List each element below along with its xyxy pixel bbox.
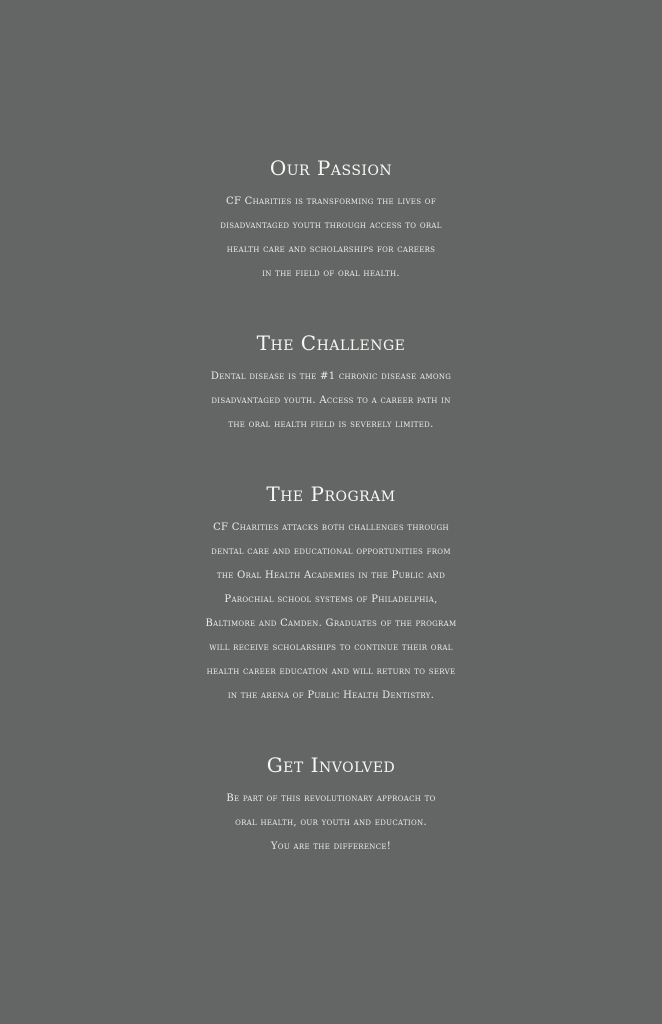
section-the-challenge [0, 331, 662, 437]
section-the-program [0, 482, 662, 708]
body-line: the Oral Health Academies in the Public and [216, 570, 446, 581]
section-our-passion [0, 156, 662, 286]
section-heading: Get Involved [266, 753, 396, 777]
body-line: dental care and educational opportunities from [211, 546, 451, 557]
body-line: in the field of oral health. [262, 268, 400, 279]
body-line: in the arena of Public Health Dentistry. [227, 690, 435, 701]
section-heading: The Program [266, 482, 396, 506]
body-line: disadvantaged youth. Access to a career path in [211, 395, 451, 406]
section-body [0, 516, 662, 708]
body-line: CF Charities is transforming the lives of [226, 196, 436, 207]
body-line: You are the difference! [270, 841, 392, 852]
section-get-involved [0, 753, 662, 859]
body-line: disadvantaged youth through access to oral [220, 220, 442, 231]
body-line: will receive scholarships to continue their oral [209, 642, 453, 653]
body-line: Baltimore and Camden. Graduates of the program [205, 618, 457, 629]
body-line: Parochial school systems of Philadelphia, [224, 594, 438, 605]
body-line: oral health, our youth and education. [235, 817, 427, 828]
section-body [0, 190, 662, 286]
body-line: health career education and will return to serve [206, 666, 456, 677]
section-body [0, 787, 662, 859]
body-line: the oral health field is severely limited. [228, 419, 434, 430]
body-line: health care and scholarships for careers [226, 244, 436, 255]
section-body [0, 365, 662, 437]
section-heading: Our Passion [269, 156, 393, 180]
section-heading: The Challenge [256, 331, 406, 355]
body-line: Dental disease is the #1 chronic disease among [210, 371, 452, 382]
body-line: CF Charities attacks both challenges through [213, 522, 449, 533]
body-line: Be part of this revolutionary approach to [226, 793, 436, 804]
